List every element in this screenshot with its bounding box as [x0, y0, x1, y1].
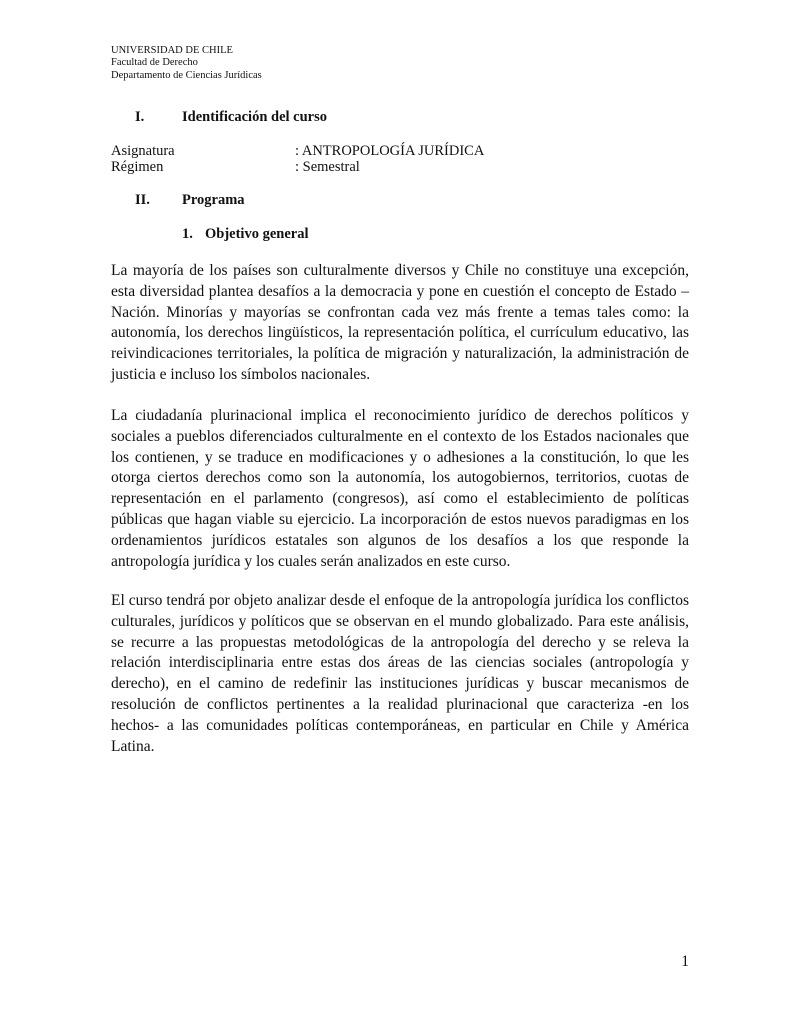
subsection-title: Objetivo general [205, 226, 309, 242]
section-1-title: Identificación del curso [182, 109, 327, 125]
section-1-number: I. [135, 109, 145, 125]
field-asignatura-value: : ANTROPOLOGÍA JURÍDICA [295, 143, 485, 159]
section-2-number: II. [135, 192, 150, 208]
paragraph-1: La mayoría de los países son culturalmente diversos y Chile no constituye una excepción, esta diversidad plantea desafíos a la democracia y pone en cuestión el concepto de Estado – Nación. Minorías y mayorías se confrontan cada vez más frente a temas tales como: la autonomía, los derechos lingüísticos, la representación política, el currículum educativo, las reivindicaciones territoriales, la política de migración y naturalización, la administración de justicia e incluso los símbolos nacionales. [111, 262, 689, 383]
subsection-number: 1. [182, 226, 193, 242]
header-department: Departamento de Ciencias Jurídicas [111, 69, 262, 81]
page-number: 1 [681, 953, 689, 970]
paragraph-2: La ciudadanía plurinacional implica el reconocimiento jurídico de derechos políticos y sociales a pueblos diferenciados culturalmente en el contexto de los Estados nacionales que los contienen, y se traduce en modificaciones y o adhesiones a la constitución, lo que les otorga ciertos derechos como son la autonomía, los autogobiernos, territorios, cuotas de representación en el parlamento (congresos), así como el establecimiento de políticas públicas que hagan viable su ejercicio. La incorporación de estos nuevos paradigmas en los ordenamientos jurídicos estatales son algunos de los desafíos a los que responde la antropología jurídica y los cuales serán analizados en este curso. [111, 407, 689, 570]
paragraph-3: El curso tendrá por objeto analizar desde el enfoque de la antropología jurídica los conflictos culturales, jurídicos y políticos que se observan en el mundo globalizado. Para este análisis, se recurre a las propuestas metodológicas de la antropología del derecho y se releva la relación interdisciplinaria entre estas dos áreas de las ciencias sociales (antropología y derecho), en el camino de redefinir las instituciones jurídicas y buscar mecanismos de resolución de conflictos pertinentes a la realidad plurinacional que caracteriza -en los hechos- a las comunidades políticas contemporáneas, en particular en Chile y América Latina. [111, 592, 689, 755]
section-2-title: Programa [182, 192, 245, 208]
header-university: UNIVERSIDAD DE CHILE [111, 45, 233, 56]
field-asignatura-label: Asignatura [111, 143, 175, 159]
field-regimen-label: Régimen [111, 159, 164, 175]
header-faculty: Facultad de Derecho [111, 57, 198, 69]
field-regimen-value: : Semestral [295, 159, 360, 175]
page-header [111, 45, 262, 82]
